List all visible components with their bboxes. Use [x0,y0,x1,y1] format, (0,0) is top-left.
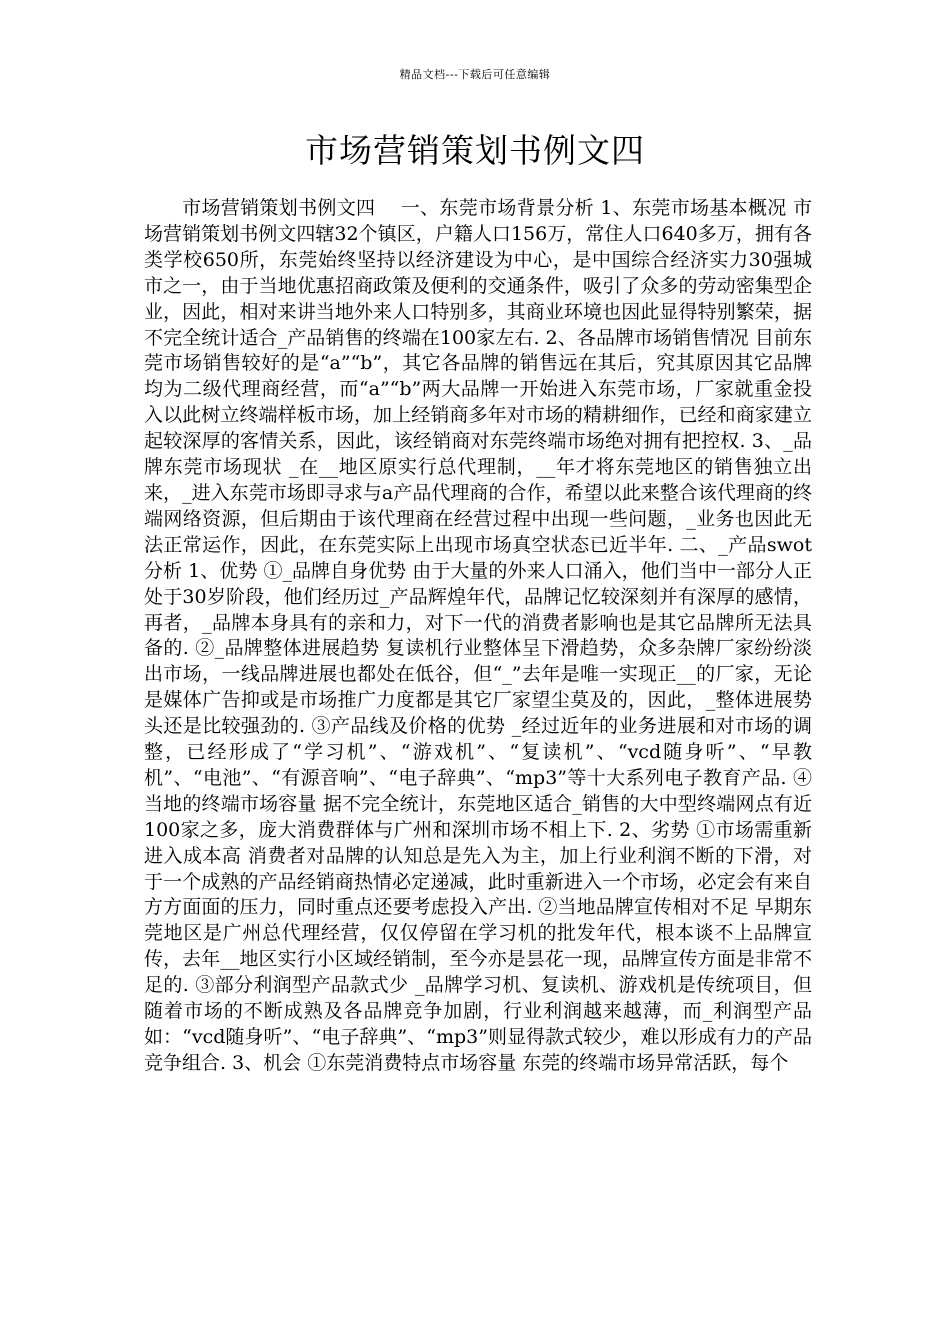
header-note: 精品文档---下载后可任意编辑 [399,68,551,81]
document-title: 市场营销策划书例文四 [305,131,645,170]
document-body: 市场营销策划书例文四 一、东莞市场背景分析 1、东莞市场基本概况 市场营销策划书例文四辖32个镇区，户籍人口156万，常住人口640多万，拥有各类学校650所，东莞始终坚持以经济建设为中心，是中国综合经济实力30强城市之一，由于当地优惠招商政策及便利的交通条件，吸引了众多的劳动密集型企业，因此，相对来讲当地外来人口特别多，其商业环境也因此显得特别繁荣，据不完全统计适合_产品销售的终端在100家左右. 2、各品牌市场销售情况 目前东莞市场销售较好的是“a”“b”，其它各品牌的销售远在其后，究其原因其它品牌均为二级代理商经营，而“a”“b”两大品牌一开始进入东莞市场，厂家就重金投入以此树立终端样板市场，加上经销商多年对市场的精耕细作，已经和商家建立起较深厚的客情关系，因此，该经销商对东莞终端市场绝对拥有把控权. 3、_品牌东莞市场现状 _在__地区原实行总代理制，__年才将东莞地区的销售独立出来，_进入东莞市场即寻求与a产品代理商的合作，希望以此来整合该代理商的终端网络资源，但后期由于该代理商在经营过程中出现一些问题，_业务也因此无法正常运作，因此，在东莞实际上出现市场真空状态已近半年. 二、_产品swot分析 1、优势 ①_品牌自身优势 由于大量的外来人口涌入，他们当中一部分人正处于30岁阶段，他们经历过_产品辉煌年代，品牌记忆较深刻并有深厚的感情，再者，_品牌本身具有的亲和力，对下一代的消费者影响也是其它品牌所无法具备的. ②_品牌整体进展趋势 复读机行业整体呈下滑趋势，众多杂牌厂家纷纷淡出市场，一线品牌进展也都处在低谷，但“_”去年是唯一实现正__的厂家，无论是媒体广告抑或是市场推广力度都是其它厂家望尘莫及的，因此，_整体进展势头还是比较强劲的. ③产品线及价格的优势 _经过近年的业务进展和对市场的调整，已经形成了“学习机”、“游戏机”、“复读机”、“vcd随身听”、“早教机”、“电池”、“有源音响”、“电子辞典”、“mp3”等十大系列电子教育产品. ④当地的终端市场容量 据不完全统计，东莞地区适合_销售的大中型终端网点有近100家之多，庞大消费群体与广州和深圳市场不相上下. 2、劣势 ①市场需重新进入成本高 消费者对品牌的认知总是先入为主，加上行业利润不断的下滑，对于一个成熟的产品经销商热情必定递减，此时重新进入一个市场，必定会有来自方方面面的压力，同时重点还要考虑投入产出. ②当地品牌宣传相对不足 早期东莞地区是广州总代理经营，仅仅停留在学习机的批发年代，根本谈不上品牌宣传，去年__地区实行小区域经销制，至今亦是昙花一现，品牌宣传方面是非常不足的. ③部分利润型产品款式少 _品牌学习机、复读机、游戏机是传统项目，但随着市场的不断成熟及各品牌竞争加剧，行业利润越来越薄，而_利润型产品如：“vcd随身听”、“电子辞典”、“mp3”则显得款式较少，难以形成有力的产品竞争组合. 3、机会 ①东莞消费特点市场容量 东莞的终端市场异常活跃，每个 [144,197,812,1074]
